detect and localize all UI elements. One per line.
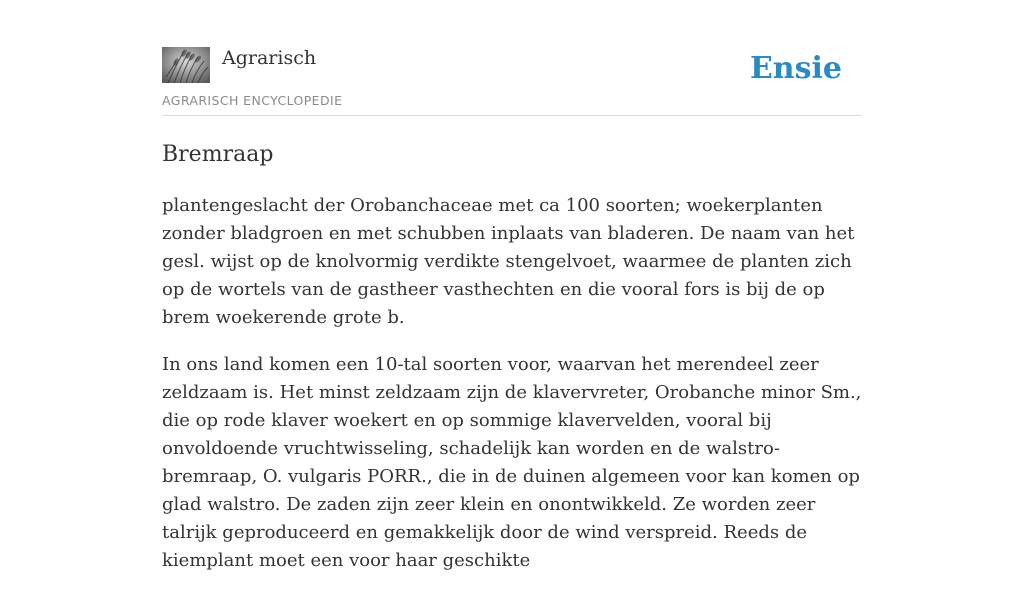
header — [162, 0, 862, 116]
article-paragraph: In ons land komen een 10-tal soorten voor, waarvan het merendeel zeer zeldzaam is. Het minst zeldzaam zijn de klavervreter, Orobanche minor Sm., die op rode klaver woekert en op sommige klavervelden, vooral bij onvoldoende vruchtwisseling, schadelijk kan worden en de walstro-bremraap, O. vulgaris PORR., die in de duinen algemeen voor kan komen op glad walstro. De zaden zijn zeer klein en onontwikkeld. Ze worden zeer talrijk geproduceerd en gemakkelijk door de wind verspreid. Reeds de kiemplant moet een voor haar geschikte — [162, 354, 862, 571]
source-subtitle: AGRARISCH ENCYCLOPEDIE — [162, 93, 343, 108]
article-paragraph: plantengeslacht der Orobanchaceae met ca 100 soorten; woekerplanten zonder bladgroen en met schubben inplaats van bladeren. De naam van het gesl. wijst op de knolvormig verdikte stengelvoet, waarmee de planten zich op de wortels van de gastheer vasthechten en die vooral fors is bij de op brem woekerende grote b. — [162, 195, 855, 328]
source-avatar[interactable] — [162, 47, 210, 83]
article-container — [162, 0, 862, 571]
page-title: Bremraap — [162, 142, 274, 167]
article-body — [162, 192, 862, 594]
wheat-engraving-icon — [162, 47, 210, 83]
brand-logo-link[interactable]: Ensie — [749, 51, 842, 86]
source-name-link[interactable]: Agrarisch — [222, 47, 317, 69]
